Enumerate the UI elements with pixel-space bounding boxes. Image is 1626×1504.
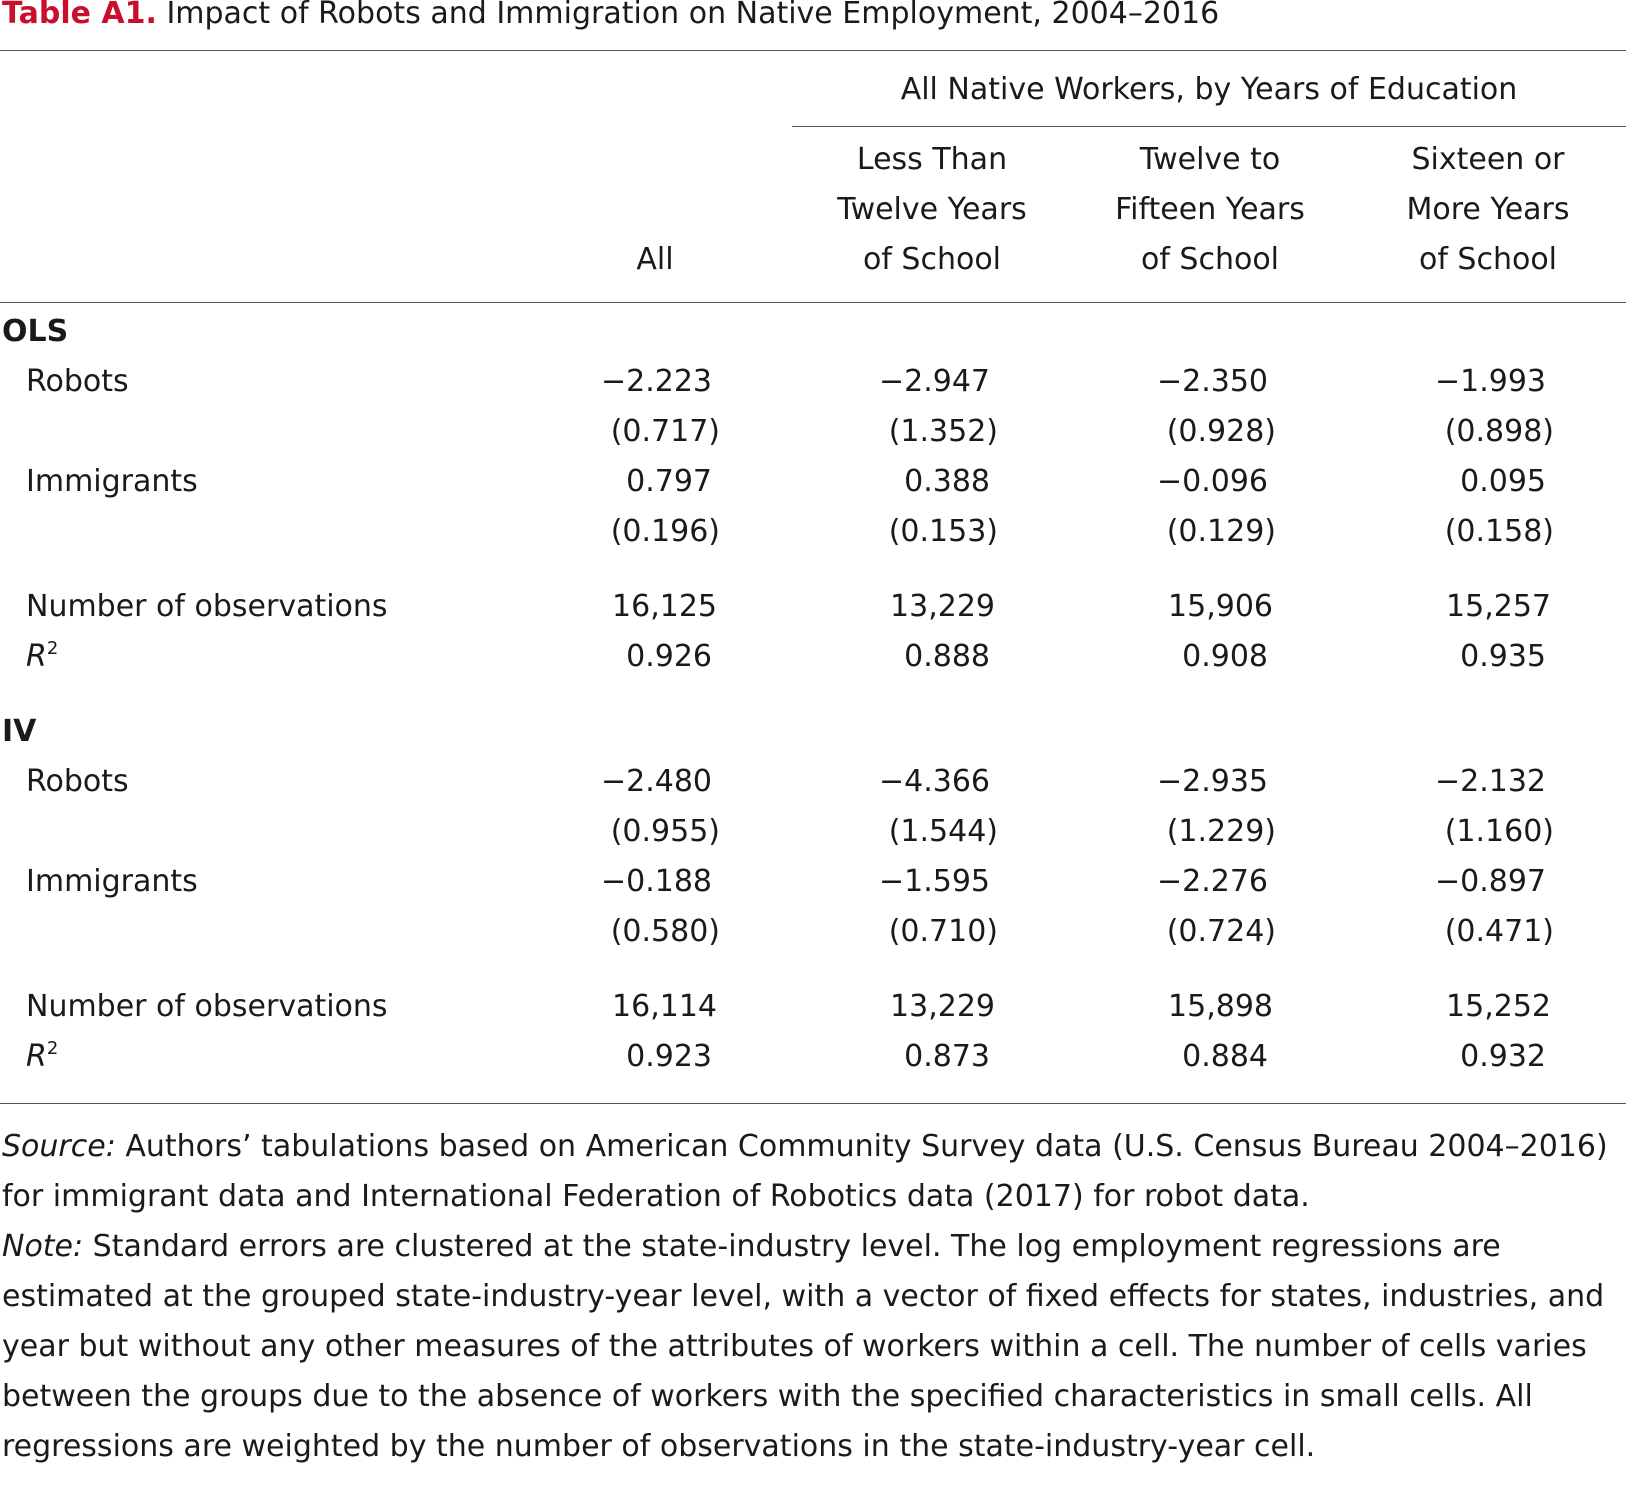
cell-standard-error: (0.710) (888, 914, 998, 949)
column-spanner: All Native Workers, by Years of Education (900, 72, 1518, 107)
top-rule (0, 50, 1626, 51)
bottom-rule (0, 1103, 1626, 1104)
column-header-line: of School (1140, 242, 1280, 277)
header-rule (0, 302, 1626, 303)
row-label-observations: Number of observations (26, 989, 388, 1024)
cell-coefficient: −2.276 (1156, 864, 1268, 899)
column-header-line: More Years (1406, 192, 1570, 227)
source-text: Authors’ tabulations based on American Community Survey data (U.S. Census Bureau 2004–2016) for immigrant data and International Federation of Robotics data (2017) for robot data. (2, 1129, 1608, 1214)
column-header-line: All (636, 242, 674, 277)
cell-standard-error: (1.160) (1444, 814, 1554, 849)
cell-standard-error: (0.129) (1166, 514, 1276, 549)
column-header-line: Twelve Years (837, 192, 1027, 227)
r-squared-exponent: 2 (46, 1038, 59, 1059)
cell-observations: 15,906 (1168, 589, 1273, 624)
table-title: Impact of Robots and Immigration on Native Employment, 2004–2016 (166, 0, 1220, 31)
cell-r-squared: 0.908 (1182, 639, 1268, 674)
cell-standard-error: (0.580) (610, 914, 720, 949)
cell-coefficient: −2.480 (600, 764, 712, 799)
table-label: Table A1. (2, 0, 157, 31)
cell-r-squared: 0.884 (1182, 1039, 1268, 1074)
cell-standard-error: (0.153) (888, 514, 998, 549)
column-header-line: of School (1418, 242, 1558, 277)
cell-observations: 13,229 (890, 989, 995, 1024)
cell-standard-error: (1.229) (1166, 814, 1276, 849)
cell-coefficient: 0.388 (904, 464, 990, 499)
row-label-r-squared (26, 1037, 58, 1077)
cell-observations: 16,125 (612, 589, 717, 624)
section-label: IV (2, 714, 37, 749)
cell-standard-error: (1.544) (888, 814, 998, 849)
cell-standard-error: (0.196) (610, 514, 720, 549)
note-label: Note: (2, 1229, 84, 1264)
cell-observations: 15,257 (1446, 589, 1551, 624)
cell-standard-error: (0.724) (1166, 914, 1276, 949)
row-label-immigrants: Immigrants (26, 464, 198, 499)
cell-coefficient: −2.223 (600, 364, 712, 399)
cell-r-squared: 0.926 (626, 639, 712, 674)
section-label: OLS (2, 314, 69, 349)
cell-coefficient: −1.993 (1434, 364, 1546, 399)
row-label-robots: Robots (26, 764, 129, 799)
cell-observations: 13,229 (890, 589, 995, 624)
cell-coefficient: 0.095 (1460, 464, 1546, 499)
cell-standard-error: (0.898) (1444, 414, 1554, 449)
cell-standard-error: (0.955) (610, 814, 720, 849)
cell-coefficient: −2.350 (1156, 364, 1268, 399)
cell-coefficient: −2.935 (1156, 764, 1268, 799)
column-header-line: Sixteen or (1411, 142, 1565, 177)
general-note (2, 1222, 1624, 1472)
row-label-immigrants: Immigrants (26, 864, 198, 899)
row-label-observations: Number of observations (26, 589, 388, 624)
cell-coefficient: −0.188 (600, 864, 712, 899)
cell-coefficient: −4.366 (878, 764, 990, 799)
cell-standard-error: (1.352) (888, 414, 998, 449)
r-squared-symbol: R (26, 1039, 47, 1074)
cell-observations: 16,114 (612, 989, 717, 1024)
cell-r-squared: 0.935 (1460, 639, 1546, 674)
cell-standard-error: (0.717) (610, 414, 720, 449)
note-text: Standard errors are clustered at the state-industry level. The log employment regressions are estimated at the grouped state-industry-year level, with a vector of fixed effects for states, industries, and year but without any other measures of the attributes of workers within a cell. The number of cells varies between the groups due to the absence of workers with the specified characteristics in small cells. All regressions are weighted by the number of observations in the state-industry-year cell. (2, 1229, 1605, 1464)
spanner-rule (792, 126, 1626, 127)
cell-r-squared: 0.923 (626, 1039, 712, 1074)
column-header-line: Fifteen Years (1115, 192, 1305, 227)
cell-coefficient: 0.797 (626, 464, 712, 499)
row-label-robots: Robots (26, 364, 129, 399)
column-header-line: Twelve to (1139, 142, 1281, 177)
cell-coefficient: −2.132 (1434, 764, 1546, 799)
table-caption (2, 0, 1219, 34)
source-note (2, 1122, 1624, 1222)
r-squared-symbol: R (26, 639, 47, 674)
cell-r-squared: 0.888 (904, 639, 990, 674)
cell-standard-error: (0.471) (1444, 914, 1554, 949)
column-header-line: Less Than (856, 142, 1008, 177)
cell-coefficient: −0.096 (1156, 464, 1268, 499)
cell-coefficient: −1.595 (878, 864, 990, 899)
table-notes (2, 1122, 1624, 1472)
cell-coefficient: −2.947 (878, 364, 990, 399)
cell-standard-error: (0.928) (1166, 414, 1276, 449)
cell-observations: 15,898 (1168, 989, 1273, 1024)
source-label: Source: (2, 1129, 116, 1164)
cell-r-squared: 0.873 (904, 1039, 990, 1074)
cell-standard-error: (0.158) (1444, 514, 1554, 549)
column-header-line: of School (862, 242, 1002, 277)
cell-r-squared: 0.932 (1460, 1039, 1546, 1074)
cell-coefficient: −0.897 (1434, 864, 1546, 899)
r-squared-exponent: 2 (46, 638, 59, 659)
row-label-r-squared (26, 637, 58, 677)
cell-observations: 15,252 (1446, 989, 1551, 1024)
